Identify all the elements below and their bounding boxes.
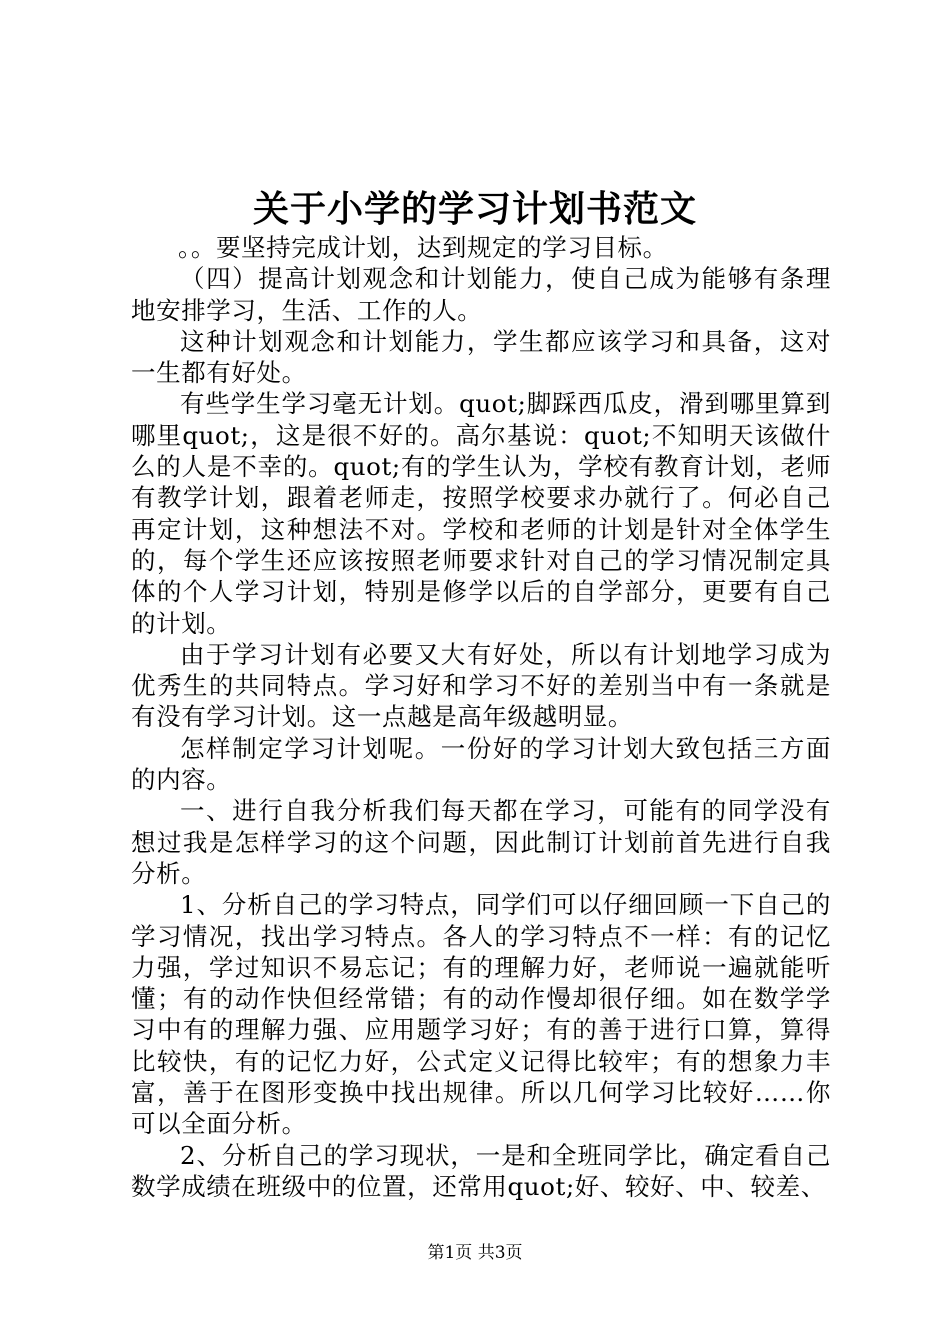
document-body (131, 232, 831, 1202)
paragraph: 由于学习计划有必要又大有好处，所以有计划地学习成为优秀生的共同特点。学习好和学习不好的差别当中有一条就是有没有学习计划。这一点越是高年级越明显。 (131, 639, 831, 732)
paragraph: （四）提高计划观念和计划能力，使自己成为能够有条理地安排学习，生活、工作的人。 (131, 264, 831, 325)
page-number-footer: 第1页 共3页 (427, 1243, 523, 1263)
paragraph: 2、分析自己的学习现状，一是和全班同学比，确定看自己数学成绩在班级中的位置，还常用quot;好、较好、中、较差、 (131, 1140, 831, 1201)
paragraph: 。。要坚持完成计划，达到规定的学习目标。 (178, 233, 668, 262)
paragraph: 这种计划观念和计划能力，学生都应该学习和具备，这对一生都有好处。 (131, 326, 831, 388)
paragraph: 1、分析自己的学习特点，同学们可以仔细回顾一下自己的学习情况，找出学习特点。各人的学习特点不一样：有的记忆力强，学过知识不易忘记；有的理解力好，老师说一遍就能听懂；有的动作快但经常错；有的动作慢却很仔细。如在数学学习中有的理解力强、应用题学习好；有的善于进行口算，算得比较快，有的记忆力好，公式定义记得比较牢；有的想象力丰富，善于在图形变换中找出规律。所以几何学习比较好……你可以全面分析。 (131, 890, 831, 1139)
document-title: 关于小学的学习计划书范文 (252, 188, 697, 230)
paragraph: 一、进行自我分析我们每天都在学习，可能有的同学没有想过我是怎样学习的这个问题，因此制订计划前首先进行自我分析。 (131, 796, 831, 888)
paragraph: 怎样制定学习计划呢。一份好的学习计划大致包括三方面的内容。 (131, 733, 831, 795)
paragraph: 有些学生学习毫无计划。quot;脚踩西瓜皮，滑到哪里算到哪里quot;，这是很不好的。高尔基说：quot;不知明天该做什么的人是不幸的。quot;有的学生认为，学校有教育计划，老师有教学计划，跟着老师走，按照学校要求办就行了。何必自己再定计划，这种想法不对。学校和老师的计划是针对全体学生的，每个学生还应该按照老师要求针对自己的学习情况制定具体的个人学习计划，特别是修学以后的自学部分，更要有自己的计划。 (131, 389, 831, 638)
